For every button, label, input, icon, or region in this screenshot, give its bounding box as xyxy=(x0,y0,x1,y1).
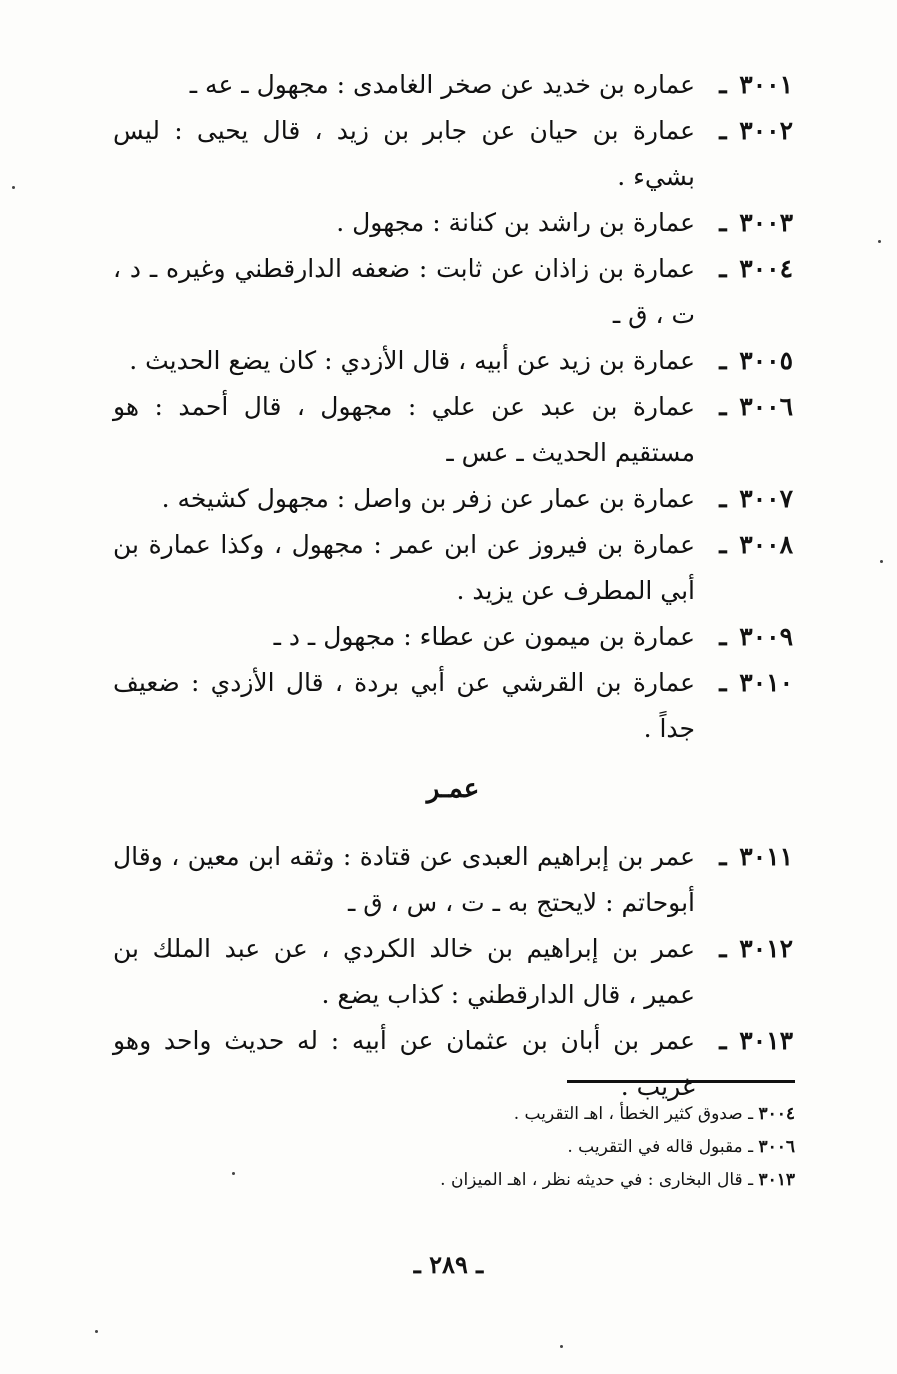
entry xyxy=(113,522,793,614)
entry-number-value: ٣٠٠٩ xyxy=(739,622,793,651)
entry-dash: ـ xyxy=(719,346,736,375)
entry-number-value: ٣٠٠٥ xyxy=(739,346,793,375)
entry-dash: ـ xyxy=(719,208,736,237)
entry-number-value: ٣٠٠٧ xyxy=(739,484,793,513)
footnote xyxy=(115,1164,795,1197)
entry-dash: ـ xyxy=(719,842,736,871)
entry-number-value: ٣٠٠٣ xyxy=(739,208,793,237)
entry-number-value: ٣٠١١ xyxy=(739,842,793,871)
footnote-number: ٣٠٠٦ xyxy=(758,1137,795,1157)
footnote-text: قال البخارى : في حديثه نظر ، اهـ الميزان . xyxy=(440,1170,743,1190)
footnotes xyxy=(115,1098,795,1197)
scan-speck xyxy=(95,1330,98,1333)
page-number: ـ ٢٨٩ ـ xyxy=(413,1250,484,1279)
entry-number xyxy=(695,834,793,880)
entry-number-value: ٣٠٠٨ xyxy=(739,530,793,559)
scan-speck xyxy=(560,1345,563,1348)
entry-text: عمارة بن زيد عن أبيه ، قال الأزدي : كان يضع الحديث . xyxy=(129,346,695,375)
footnote xyxy=(115,1098,795,1131)
section-heading: عمـر xyxy=(426,774,480,804)
entry-text: عمر بن إبراهيم بن خالد الكردي ، عن عبد الملك بن عمير ، قال الدارقطني : كذاب يضع . xyxy=(113,934,695,1009)
entry-number-value: ٣٠١٠ xyxy=(739,668,793,697)
entries-group-umara xyxy=(113,62,793,752)
entry-text: عمارة بن القرشي عن أبي بردة ، قال الأزدي : ضعيف جداً . xyxy=(113,668,695,743)
entry-number-value: ٣٠٠٤ xyxy=(739,254,793,283)
entry-number-value: ٣٠١٣ xyxy=(739,1026,793,1055)
entry-text: عمارة بن حيان عن جابر بن زيد ، قال يحيى : ليس بشيء . xyxy=(113,116,695,191)
entry-number xyxy=(695,476,793,522)
entry xyxy=(113,1018,793,1110)
entry-number xyxy=(695,200,793,246)
entry-number xyxy=(695,614,793,660)
entry-dash: ـ xyxy=(719,530,736,559)
entry xyxy=(113,200,793,246)
scan-speck xyxy=(880,560,883,563)
scan-speck xyxy=(878,240,881,243)
entry xyxy=(113,384,793,476)
entry-dash: ـ xyxy=(719,622,736,651)
entry-number xyxy=(695,926,793,972)
entry xyxy=(113,660,793,752)
entry-dash: ـ xyxy=(719,934,736,963)
footnote-number: ٣٠٠٤ xyxy=(758,1104,795,1124)
footnote xyxy=(115,1131,795,1164)
entry-dash: ـ xyxy=(719,116,736,145)
entry-number xyxy=(695,660,793,706)
entry-number-value: ٣٠٠٢ xyxy=(739,116,793,145)
entry-text: عمارة بن عبد عن علي : مجهول ، قال أحمد : هو مستقيم الحديث ـ عس ـ xyxy=(113,392,695,467)
entry-dash: ـ xyxy=(719,1026,736,1055)
entry-text: عمارة بن زاذان عن ثابت : ضعفه الدارقطني وغيره ـ د ، ت ، ق ـ xyxy=(113,254,695,329)
footnote-divider xyxy=(567,1080,795,1083)
entry-number xyxy=(695,522,793,568)
entries-group-umar xyxy=(113,834,793,1110)
entry-dash: ـ xyxy=(719,392,736,421)
entry xyxy=(113,614,793,660)
scan-speck xyxy=(232,1172,235,1175)
entry-number xyxy=(695,108,793,154)
entry xyxy=(113,108,793,200)
entry xyxy=(113,338,793,384)
entry-text: عمر بن أبان بن عثمان عن أبيه : له حديث واحد وهو غريب . xyxy=(113,1026,695,1101)
entry xyxy=(113,834,793,926)
entry xyxy=(113,62,793,108)
entry-text: عمارة بن فيروز عن ابن عمر : مجهول ، وكذا عمارة بن أبي المطرف عن يزيد . xyxy=(113,530,695,605)
entry-dash: ـ xyxy=(719,484,736,513)
footnote-text: مقبول قاله في التقريب . xyxy=(567,1137,743,1157)
entry-dash: ـ xyxy=(719,70,736,99)
entry-text: عمر بن إبراهيم العبدى عن قتادة : وثقه ابن معين ، وقال أبوحاتم : لايحتج به ـ ت ، س ، ق ـ xyxy=(113,842,695,917)
entry-number xyxy=(695,384,793,430)
footnote-text: صدوق كثير الخطأ ، اهـ التقريب . xyxy=(513,1104,743,1124)
entry-number-value: ٣٠٠٦ xyxy=(739,392,793,421)
footnote-number: ٣٠١٣ xyxy=(758,1170,795,1190)
main-text-block xyxy=(113,62,793,1110)
footnote-dash: ـ xyxy=(742,1104,759,1124)
entry-text: عمارة بن عمار عن زفر بن واصل : مجهول كشيخه . xyxy=(161,484,695,513)
footnote-dash: ـ xyxy=(742,1137,759,1157)
entry-dash: ـ xyxy=(719,668,736,697)
footnote-dash: ـ xyxy=(742,1170,759,1190)
scan-speck xyxy=(12,186,15,189)
entry-text: عماره بن خديد عن صخر الغامدى : مجهول ـ عه ـ xyxy=(189,70,695,99)
entry-text: عمارة بن راشد بن كنانة : مجهول . xyxy=(336,208,695,237)
entry xyxy=(113,246,793,338)
entry-number xyxy=(695,62,793,108)
entry xyxy=(113,926,793,1018)
entry-text: عمارة بن ميمون عن عطاء : مجهول ـ د ـ xyxy=(273,622,695,651)
entry-number-value: ٣٠١٢ xyxy=(739,934,793,963)
entry-number xyxy=(695,246,793,292)
entry-number-value: ٣٠٠١ xyxy=(739,70,793,99)
entry xyxy=(113,476,793,522)
entry-number xyxy=(695,338,793,384)
entry-number xyxy=(695,1018,793,1064)
entry-dash: ـ xyxy=(719,254,736,283)
